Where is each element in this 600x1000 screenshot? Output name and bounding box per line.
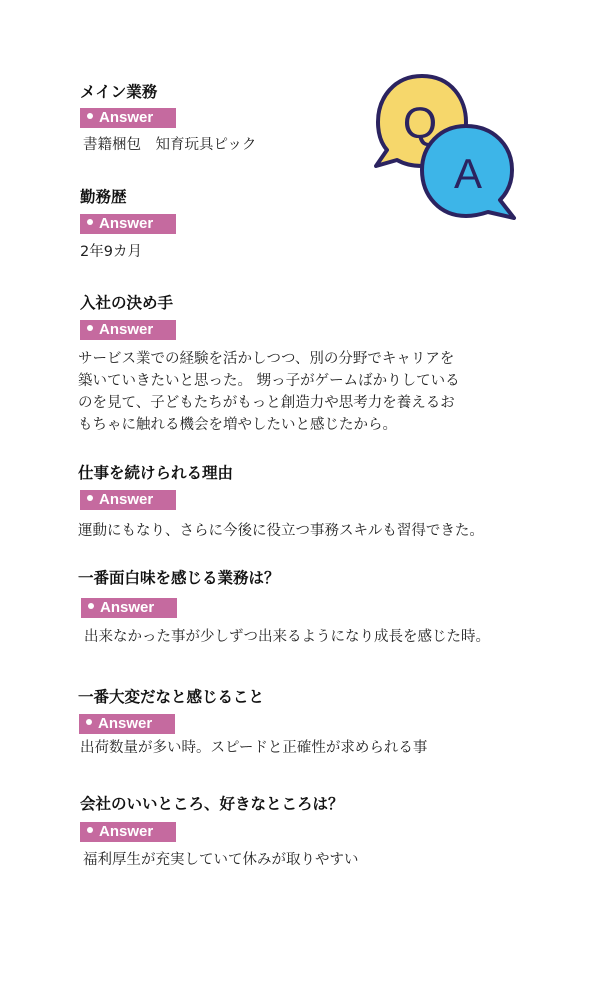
question-heading: 一番面白味を感じる業務は？	[78, 569, 280, 587]
answer-badge	[80, 108, 176, 128]
answer-badge-label: Answer	[99, 823, 154, 840]
bullet-dot-icon	[87, 113, 93, 119]
answer-badge-label: Answer	[99, 215, 154, 232]
answer-text: 運動にもなり、さらに今後に役立つ事務スキルも習得できた。	[78, 523, 484, 539]
qa-speech-bubbles-icon	[370, 70, 520, 225]
answer-text: 書籍梱包 知育玩具ピック	[83, 137, 257, 153]
answer-badge-label: Answer	[100, 599, 155, 616]
bullet-dot-icon	[87, 219, 93, 225]
answer-text: 出荷数量が多い時。スピードと正確性が求められる事	[80, 740, 428, 756]
answer-badge-label: Answer	[99, 321, 154, 338]
a-letter: A	[453, 150, 483, 197]
answer-badge-label: Answer	[98, 715, 153, 732]
bullet-dot-icon	[86, 719, 92, 725]
answer-text: 出来なかった事が少しずつ出来るようになり成長を感じた時。	[84, 629, 490, 645]
question-heading: 勤務歴	[80, 188, 127, 206]
answer-badge	[80, 822, 176, 842]
q-letter: Q	[402, 99, 438, 148]
answer-badge-label: Answer	[99, 491, 154, 508]
answer-badge	[80, 214, 176, 234]
answer-badge	[80, 490, 176, 510]
bullet-dot-icon	[88, 603, 94, 609]
answer-badge	[81, 598, 177, 618]
question-heading: 仕事を続けられる理由	[78, 464, 234, 482]
answer-badge	[79, 714, 175, 734]
answer-text: サービス業での経験を活かしつつ、別の分野でキャリアを 築いていきたいと思った。 甥っ子がゲームばかりしている のを見て、子どもたちがもっと創造力や思考力を養えるお もちゃに触れる機会を増やしたいと感じたから。	[78, 351, 460, 433]
question-heading: 入社の決め手	[80, 294, 174, 312]
answer-badge	[80, 320, 176, 340]
question-heading: 一番大変だなと感じること	[78, 688, 265, 706]
bullet-dot-icon	[87, 495, 93, 501]
answer-text: 2年9カ月	[80, 244, 142, 260]
answer-badge-label: Answer	[99, 109, 154, 126]
answer-text: 福利厚生が充実していて休みが取りやすい	[83, 852, 359, 868]
question-heading: メイン業務	[80, 83, 158, 101]
bullet-dot-icon	[87, 325, 93, 331]
question-heading: 会社のいいところ、好きなところは？	[80, 795, 344, 813]
bullet-dot-icon	[87, 827, 93, 833]
